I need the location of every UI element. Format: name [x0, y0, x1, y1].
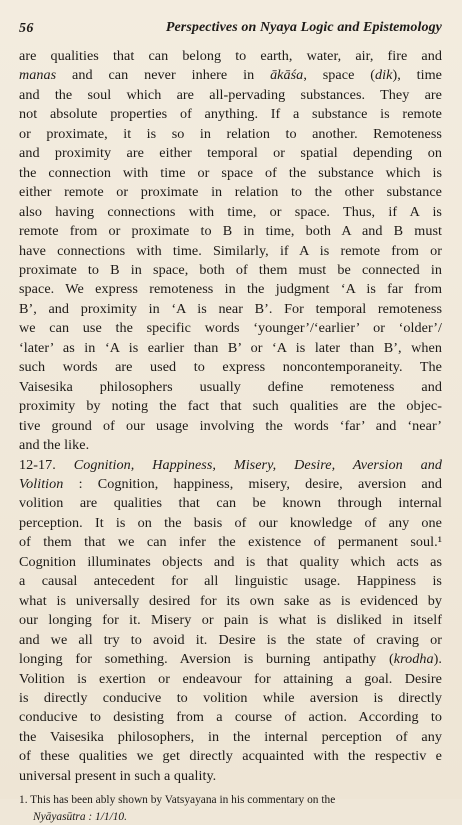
text-line-38: universal present in such a quality. — [19, 767, 217, 784]
section-heading: Cognition, Happiness, Misery, Desire, Aversion and — [73, 456, 442, 473]
text-line-28: a causal antecedent for all linguistic usage. Happiness is — [19, 573, 442, 590]
text-line-32: longing for something. Aversion is burning antipathy (krodha). — [19, 651, 442, 668]
term-manas: manas — [19, 67, 57, 84]
page-number: 56 — [19, 21, 34, 36]
term-dik: dik — [375, 67, 393, 84]
text-line-22: 12-17. Cognition, Happiness, Misery, Desire, Aversion and — [19, 456, 442, 473]
term-akasa: ākāśa — [270, 67, 304, 84]
text-line-24: volition are qualities that can be known through internal — [19, 495, 442, 512]
text-line-3: and the soul which are all-pervading substances. They are — [19, 86, 442, 103]
page-header — [19, 16, 442, 44]
text-line-27: Cognition illuminates objects and is that quality which acts as — [19, 553, 442, 570]
text-line-34: is directly conducive to volition while aversion is directly — [19, 689, 442, 706]
text-line-23: Volition : Cognition, happiness, misery, desire, aversion and — [19, 475, 442, 492]
text-line-8: either remote or proximate in relation to the other substance — [19, 184, 442, 201]
text-line-31: and we all try to avoid it. Desire is the state of craving or — [19, 631, 442, 648]
text-line-33: Volition is exertion or endeavour for attaining a goal. Desire — [19, 670, 442, 687]
text-line-19: proximity by noting the fact that such qualities are the objec- — [19, 398, 442, 415]
body-text — [19, 47, 442, 786]
text-line-4: not absolute properties of anything. If a substance is remote — [19, 106, 442, 123]
text-line-12: proximate to B in space, both of them must be connected in — [19, 261, 442, 278]
text-line-15: we can use the specific words ‘younger’/‘earlier’ or ‘older’/ — [19, 320, 442, 337]
text-line-35: conducive to desisting from a course of action. According to — [19, 709, 442, 726]
text-line-29: what is universally desired for its own sake as is evidenced by — [19, 592, 442, 609]
term-krodha: krodha — [393, 651, 434, 668]
text-line-16: ‘later’ as in ‘A is earlier than B’ or ‘A is later than B’, when — [19, 339, 442, 356]
text-line-37: of these qualities we get directly acquainted with the respectiv e — [19, 748, 442, 765]
text-line-2: manas and can never inhere in ākāśa, space (dik), time — [19, 67, 443, 84]
footnote-line-1: 1. This has been ably shown by Vatsyayana in his commentary on the — [19, 794, 336, 807]
text-line-30: our longing for it. Misery or pain is what is disliked in itself — [19, 612, 442, 629]
section-heading-cont: Volition — [19, 475, 64, 492]
footnote — [19, 792, 442, 825]
text-line-21: and the like. — [19, 437, 90, 454]
text-line-10: remote from or proximate to B in time, both A and B must — [19, 223, 442, 240]
text-line-25: perception. It is on the basis of our knowledge of any one — [19, 514, 442, 531]
text-line-18: Vaisesika philosophers usually define remoteness and — [19, 378, 442, 395]
text-line-1: are qualities that can belong to earth, water, air, fire and — [19, 48, 442, 64]
text-line-13: space. We express remoteness in the judgment ‘A is far from — [19, 281, 442, 298]
text-line-6: and proximity are either temporal or spatial depending on — [19, 145, 442, 162]
footnote-line-2: Nyāyasūtra : 1/1/10. — [33, 810, 127, 823]
text-line-36: the Vaisesika philosophers, in the internal perception of any — [19, 728, 442, 745]
text-line-14: B’, and proximity in ‘A is near B’. For temporal remoteness — [19, 300, 442, 317]
text-line-26: of them that we can infer the existence of permanent soul.¹ — [19, 534, 442, 551]
text-line-7: the connection with time or space of the substance which is — [19, 164, 442, 181]
running-head: Perspectives on Nyaya Logic and Epistemology — [165, 20, 442, 35]
text-line-20: tive ground of our usage involving the words ‘far’ and ‘near’ — [19, 417, 442, 434]
text-line-5: or proximate, it is so in relation to another. Remoteness — [19, 125, 442, 142]
text-line-9: also having connections with time, or space. Thus, if A is — [19, 203, 442, 220]
text-line-11: have connections with time. Similarly, if A is remote from or — [19, 242, 442, 259]
text-line-17: such words are used to express noncontemporaneity. The — [19, 359, 442, 376]
